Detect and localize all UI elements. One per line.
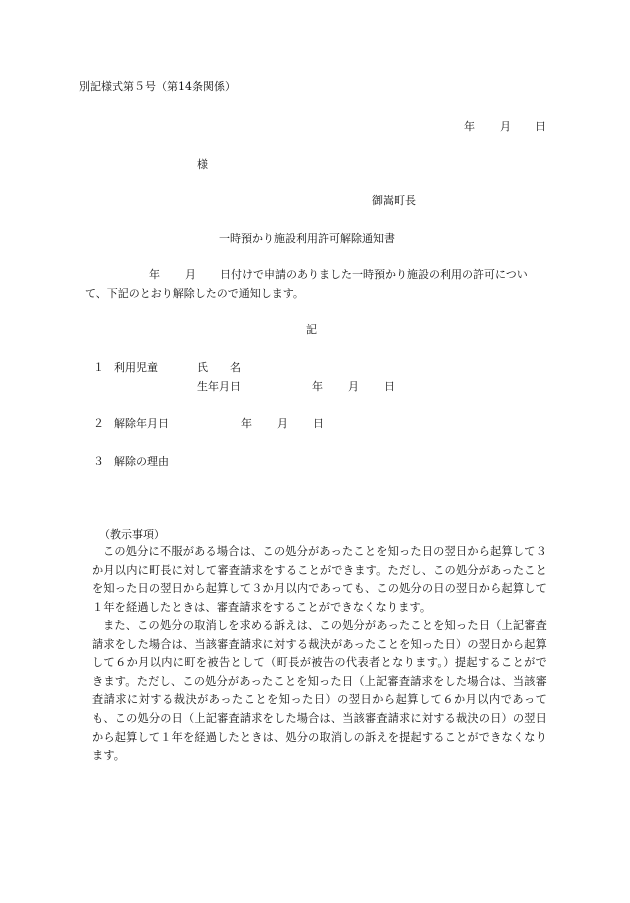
item-1-number: １ (93, 361, 104, 374)
date-day-label: 日 (535, 120, 546, 133)
item-2-year: 年 (241, 417, 252, 430)
notice-heading: （教示事項） (99, 528, 165, 541)
document-title: 一時預かり施設利用許可解除通知書 (219, 232, 395, 245)
body-year-label: 年 (149, 268, 160, 281)
addressee-suffix: 様 (197, 158, 208, 171)
item-1-dob-day: 日 (384, 380, 395, 393)
body-line2-text: て、下記のとおり解除したので通知します。 (85, 287, 304, 300)
item-1-name-label: 氏 名 (197, 361, 241, 374)
date-month-label: 月 (500, 120, 511, 133)
item-2-label: 解除年月日 (114, 417, 169, 430)
item-1-dob-month: 月 (348, 380, 359, 393)
ki-heading: 記 (306, 323, 317, 336)
item-2-number: ２ (93, 417, 104, 430)
item-1-label: 利用児童 (114, 361, 158, 374)
form-label: 別記様式第５号（第14条関係） (79, 80, 236, 93)
item-3-number: ３ (93, 455, 104, 468)
item-1-dob-label: 生年月日 (197, 380, 241, 393)
item-1-dob-year: 年 (312, 380, 323, 393)
date-year-label: 年 (464, 120, 475, 133)
notice-paragraph-1: この処分に不服がある場合は、この処分があったことを知った日の翌日から起算して３か月以内に町長に対して審査請求をすることができます。ただし、この処分があったことを知った日の翌日から起算して３か月以内であっても、この処分の日の翌日から起算して１年を経過したときは、審査請求をすることができなくなります。 (92, 545, 547, 614)
issuer: 御嵩町長 (372, 194, 416, 207)
item-2-day: 日 (313, 417, 324, 430)
item-2-month: 月 (277, 417, 288, 430)
notice-paragraph-2: また、この処分の取消しを求める訴えは、この処分があったことを知った日（上記審査請求をした場合は、当該審査請求に対する裁決があったことを知った日）の翌日から起算して６か月以内に町を被告として（町長が被告の代表者となります。）提起することができます。ただし、この処分があったことを知った日（上記審査請求をした場合は、当該審査請求に対する裁決があったことを知った日）の翌日から起算して６か月以内であっても、この処分の日（上記審査請求をした場合は、当該審査請求に対する裁決の日）の翌日から起算して１年を経過したときは、処分の取消しの訴えを提起することができなくなります。 (92, 619, 547, 763)
body-line1-text: 日付けで申請のありました一時預かり施設の利用の許可につい (220, 268, 528, 281)
item-3-label: 解除の理由 (114, 455, 169, 468)
body-month-label: 月 (185, 268, 196, 281)
